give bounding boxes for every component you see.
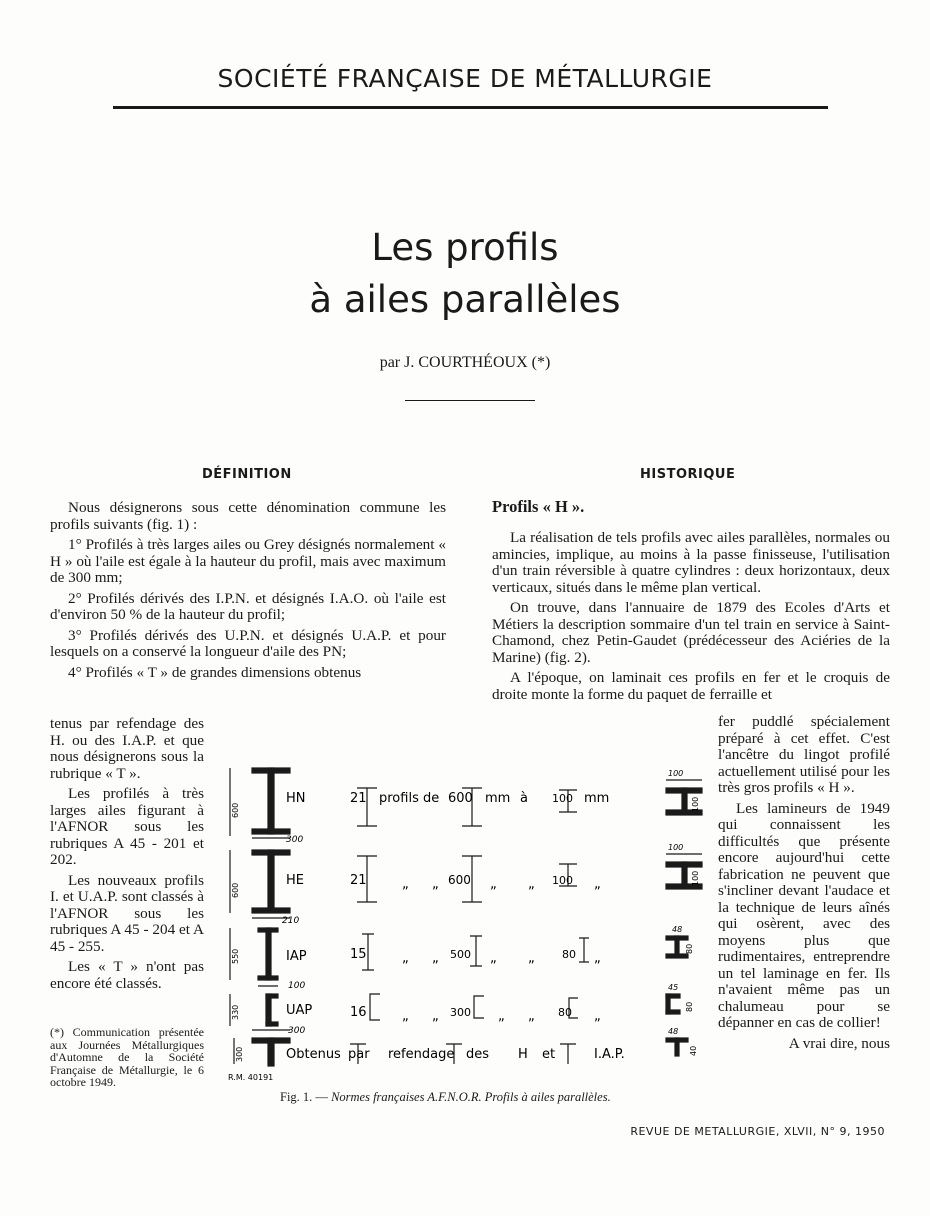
left-column-narrow — [50, 716, 204, 996]
journal-header: SOCIÉTÉ FRANÇAISE DE MÉTALLURGIE — [217, 64, 713, 93]
sec-hn-h: 100 — [691, 796, 700, 812]
paragraph: Nous désignerons sous cette dénomination commune les profils suivants (fig. 1) : — [50, 499, 446, 533]
he-big: 600 — [448, 873, 471, 887]
paragraph: La réalisation de tels profils avec ailes parallèles, normales ou amincies, implique, au moins à la passe finisseuse, l'utilisation d'un train réversible à quatre cylindres : deux horizontaux, deux verticaux, situés dans le même plan vertical. — [492, 529, 890, 596]
dim-he-height: 600 — [231, 882, 240, 898]
hn-text-a: profils de — [379, 791, 440, 806]
row-label-he: HE — [286, 873, 304, 888]
ditto: „ — [402, 951, 409, 966]
he-small: 100 — [552, 874, 573, 887]
sec-he-h: 100 — [691, 870, 700, 886]
ditto: „ — [528, 951, 535, 966]
row-label-iap: IAP — [286, 949, 307, 964]
title-line-2: à ailes parallèles — [309, 278, 621, 321]
profile-icon-iap — [362, 934, 589, 970]
paragraph: Les nouveaux profils I. et U.A.P. sont classés à l'AFNOR sous les rubriques A 45 - 204 et A 45 - 255. — [50, 871, 204, 955]
sec-uap-h: 80 — [685, 1001, 694, 1012]
iap-count: 15 — [350, 947, 367, 962]
title-line-1: Les profils — [371, 226, 559, 269]
caption-prefix: Fig. 1. — — [280, 1090, 328, 1104]
t-text-b: par — [348, 1047, 370, 1062]
paragraph: A vrai dire, nous — [788, 1034, 890, 1052]
dim-iap-width: 100 — [288, 981, 306, 991]
left-column — [50, 500, 446, 681]
iap-small: 80 — [562, 948, 576, 961]
iap-big: 500 — [450, 948, 471, 961]
paragraph: On trouve, dans l'annuaire de 1879 des Ecoles d'Arts et Métiers la description sommaire d'un tel train en service à Saint-Chamond, chez Petin-Gaudet (prédécesseur des Aciéries de la Marine) (fig. 2). — [492, 599, 890, 666]
subheading-profils-h: Profils « H ». — [492, 497, 585, 516]
figure-caption — [280, 1090, 611, 1105]
ditto: „ — [594, 1009, 601, 1024]
dim-hn-height: 600 — [231, 802, 240, 818]
heading-definition: DÉFINITION — [202, 467, 292, 482]
ditto: „ — [594, 877, 601, 892]
t-text-g: I.A.P. — [594, 1047, 625, 1062]
caption-text: Normes françaises A.F.N.O.R. Profils à ailes parallèles. — [331, 1090, 611, 1104]
hn-text-c: à — [520, 791, 528, 806]
journal-footer: REVUE DE METALLURGIE, XLVII, N° 9, 1950 — [630, 1125, 885, 1138]
hn-count: 21 — [350, 791, 367, 806]
paragraph: A l'époque, on laminait ces profils en fer et le croquis de droite monte la forme du paquet de ferraille et — [492, 669, 890, 703]
sections-right — [666, 780, 702, 1056]
ditto: „ — [432, 1009, 439, 1024]
ditto: „ — [594, 951, 601, 966]
uap-big: 300 — [450, 1006, 471, 1019]
ditto: „ — [402, 877, 409, 892]
heading-historique: HISTORIQUE — [640, 467, 736, 482]
sec-iap-w: 48 — [672, 925, 683, 934]
sec-uap-w: 45 — [668, 983, 679, 992]
sec-hn-w: 100 — [668, 769, 684, 778]
ditto: „ — [432, 877, 439, 892]
sec-t-w: 48 — [668, 1027, 679, 1036]
t-text-e: H — [518, 1047, 528, 1062]
header-rule — [113, 106, 828, 109]
row-label-hn: HN — [286, 791, 306, 806]
dim-t-height: 300 — [235, 1046, 244, 1062]
t-text-c: refendage — [388, 1047, 455, 1062]
dim-hn-width: 300 — [286, 835, 304, 845]
byline: par J. COURTHÉOUX (*) — [379, 354, 551, 371]
ditto: „ — [432, 951, 439, 966]
sec-he-w: 100 — [668, 843, 684, 852]
ditto: „ — [490, 877, 497, 892]
t-text-a: Obtenus — [286, 1047, 341, 1062]
ditto: „ — [402, 1009, 409, 1024]
byline-rule — [405, 400, 535, 401]
dim-uap-width: 300 — [288, 1026, 306, 1036]
uap-count: 16 — [350, 1005, 367, 1020]
hn-text-d: mm — [584, 791, 610, 806]
row-label-uap: UAP — [286, 1003, 313, 1018]
hn-big: 600 — [448, 791, 473, 806]
ditto: „ — [490, 951, 497, 966]
paragraph: tenus par refendage des H. ou des I.A.P. et que nous désignerons sous la rubrique « T ». — [50, 715, 204, 782]
hn-text-b: mm — [485, 791, 511, 806]
dim-he-width: 210 — [282, 916, 300, 926]
ditto: „ — [528, 1009, 535, 1024]
sec-iap-h: 80 — [685, 943, 694, 954]
uap-small: 80 — [558, 1006, 572, 1019]
he-count: 21 — [350, 873, 367, 888]
right-column — [492, 530, 890, 703]
paragraph: fer puddlé spécialement préparé à cet effet. C'est l'ancêtre du lingot profilé actuellement utilisé pour les très gros profils « H ». — [718, 713, 890, 796]
paragraph: Les profilés à très larges ailes figurant à l'AFNOR sous les rubriques A 45 - 201 et 202. — [50, 785, 204, 868]
right-column-narrow — [718, 714, 890, 1052]
paragraph: Les lamineurs de 1949 qui connaissent les difficultés que présente encore aujourd'hui cette fabrication ne peuvent que s'incliner devant l'audace et la technique de leurs aînés qui osèrent, avec des moyens plus que rudimentaires, entreprendre un tel laminage en fer. Ils n'avaient même pas un chalumeau pour se dépanner en cas de collier! — [718, 799, 890, 1031]
dim-uap-height: 330 — [231, 1004, 240, 1020]
dim-iap-height: 550 — [231, 948, 240, 964]
paragraph: 3° Profilés dérivés des U.P.N. et désignés U.A.P. et pour lesquels on a conservé la longueur d'aile des PN; — [50, 626, 446, 660]
t-text-f: et — [542, 1047, 556, 1062]
ditto: „ — [498, 1009, 505, 1024]
hn-small: 100 — [552, 792, 573, 805]
t-text-d: des — [466, 1047, 490, 1062]
sec-t-h: 40 — [689, 1045, 698, 1056]
figure-ref: R.M. 40191 — [228, 1073, 274, 1082]
paragraph: Les « T » n'ont pas encore été classés. — [50, 958, 204, 992]
ditto: „ — [528, 877, 535, 892]
paragraph: 4° Profilés « T » de grandes dimensions obtenus — [68, 663, 362, 681]
footnote: (*) Communication présentée aux Journées Métallurgiques d'Automne de la Société Française de Métallurgie, le 6 octobre 1949. — [50, 1025, 204, 1089]
figure-1 — [222, 758, 712, 1088]
paragraph: 1° Profilés à très larges ailes ou Grey désignés normalement « H » où l'aile est égale à la hauteur du profil, mais avec maximum de 300 mm; — [50, 536, 446, 586]
paragraph: 2° Profilés dérivés des I.P.N. et désignés I.A.O. où l'aile est d'environ 50 % de la hauteur du profil; — [50, 589, 446, 623]
